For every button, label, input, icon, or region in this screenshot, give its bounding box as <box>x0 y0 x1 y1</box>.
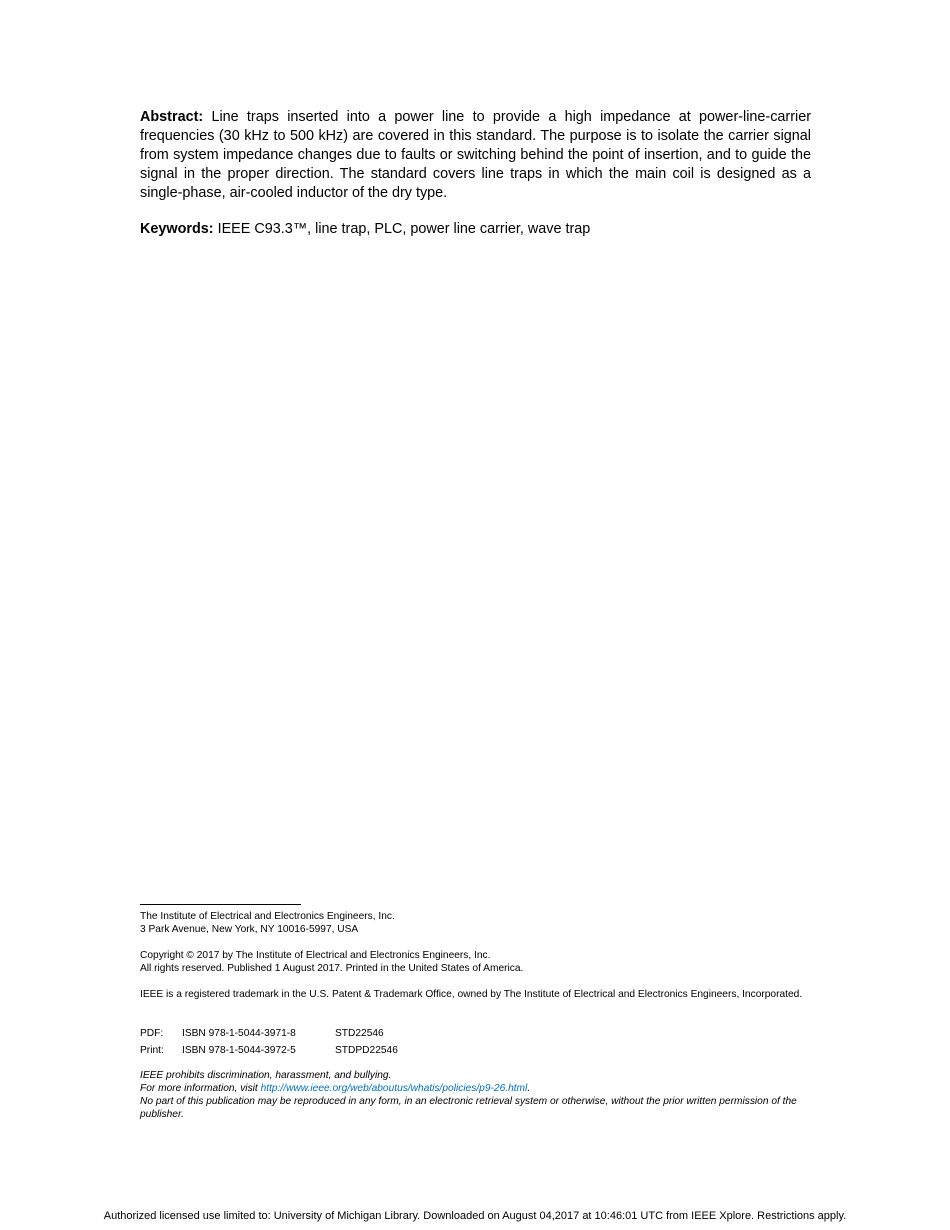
abstract-paragraph <box>140 108 811 203</box>
isbn-number: ISBN 978-1-5044-3971-8 <box>182 1028 296 1039</box>
keywords-paragraph <box>140 220 811 239</box>
isbn-number: ISBN 978-1-5044-3972-5 <box>182 1045 296 1056</box>
policy-info <box>140 1082 812 1095</box>
isbn-row-pdf <box>140 1027 812 1040</box>
footnote-divider <box>140 904 301 905</box>
publisher-address: 3 Park Avenue, New York, NY 10016-5997, USA <box>140 924 359 935</box>
abstract-text: Line traps inserted into a power line to provide a high impedance at power-line-carrier frequencies (30 kHz to 500 kHz) are covered in this standard. The purpose is to isolate the carrier signal from system impedance changes due to faults or switching behind the point of insertion, and to guide the signal in the proper direction. The standard covers line traps in which the main coil is designed as a single-phase, air-cooled inductor of the dry type. <box>140 109 811 201</box>
copyright-line-1: Copyright © 2017 by The Institute of Electrical and Electronics Engineers, Inc. <box>140 950 491 961</box>
isbn-format: PDF: <box>140 1028 164 1039</box>
isbn-row-print <box>140 1044 812 1057</box>
policy-link[interactable]: http://www.ieee.org/web/aboutus/whatis/policies/p9-26.html <box>260 1083 528 1094</box>
isbn-block <box>140 1027 812 1057</box>
policy-statement: IEEE prohibits discrimination, harassment, and bullying. <box>140 1070 392 1081</box>
abstract-label: Abstract: <box>140 109 204 125</box>
copyright-block <box>140 949 812 975</box>
policy-info-prefix: For more information, visit <box>140 1083 261 1094</box>
keywords-text: IEEE C93.3™, line trap, PLC, power line carrier, wave trap <box>217 221 591 237</box>
publisher-name: The Institute of Electrical and Electronics Engineers, Inc. <box>140 911 395 922</box>
license-footer: Authorized licensed use limited to: University of Michigan Library. Downloaded on August 04,2017 at 10:46:01 UTC from IEEE Xplore. Restrictions apply. <box>103 1210 847 1222</box>
trademark-text: IEEE is a registered trademark in the U.S. Patent & Trademark Office, owned by The Institute of Electrical and Electronics Engineers, Incorporated. <box>140 989 803 1000</box>
keywords-label: Keywords: <box>140 221 214 237</box>
isbn-format: Print: <box>140 1045 164 1056</box>
isbn-code: STD22546 <box>335 1028 384 1039</box>
trademark-block <box>140 988 812 1001</box>
isbn-code: STDPD22546 <box>335 1045 398 1056</box>
policy-block <box>140 1069 812 1121</box>
publisher-block <box>140 910 812 936</box>
reproduction-notice: No part of this publication may be reproduced in any form, in an electronic retrieval system or otherwise, without the prior written permission of the publisher. <box>140 1096 797 1120</box>
policy-info-suffix: . <box>527 1083 531 1094</box>
copyright-line-2: All rights reserved. Published 1 August 2017. Printed in the United States of America. <box>140 963 524 974</box>
